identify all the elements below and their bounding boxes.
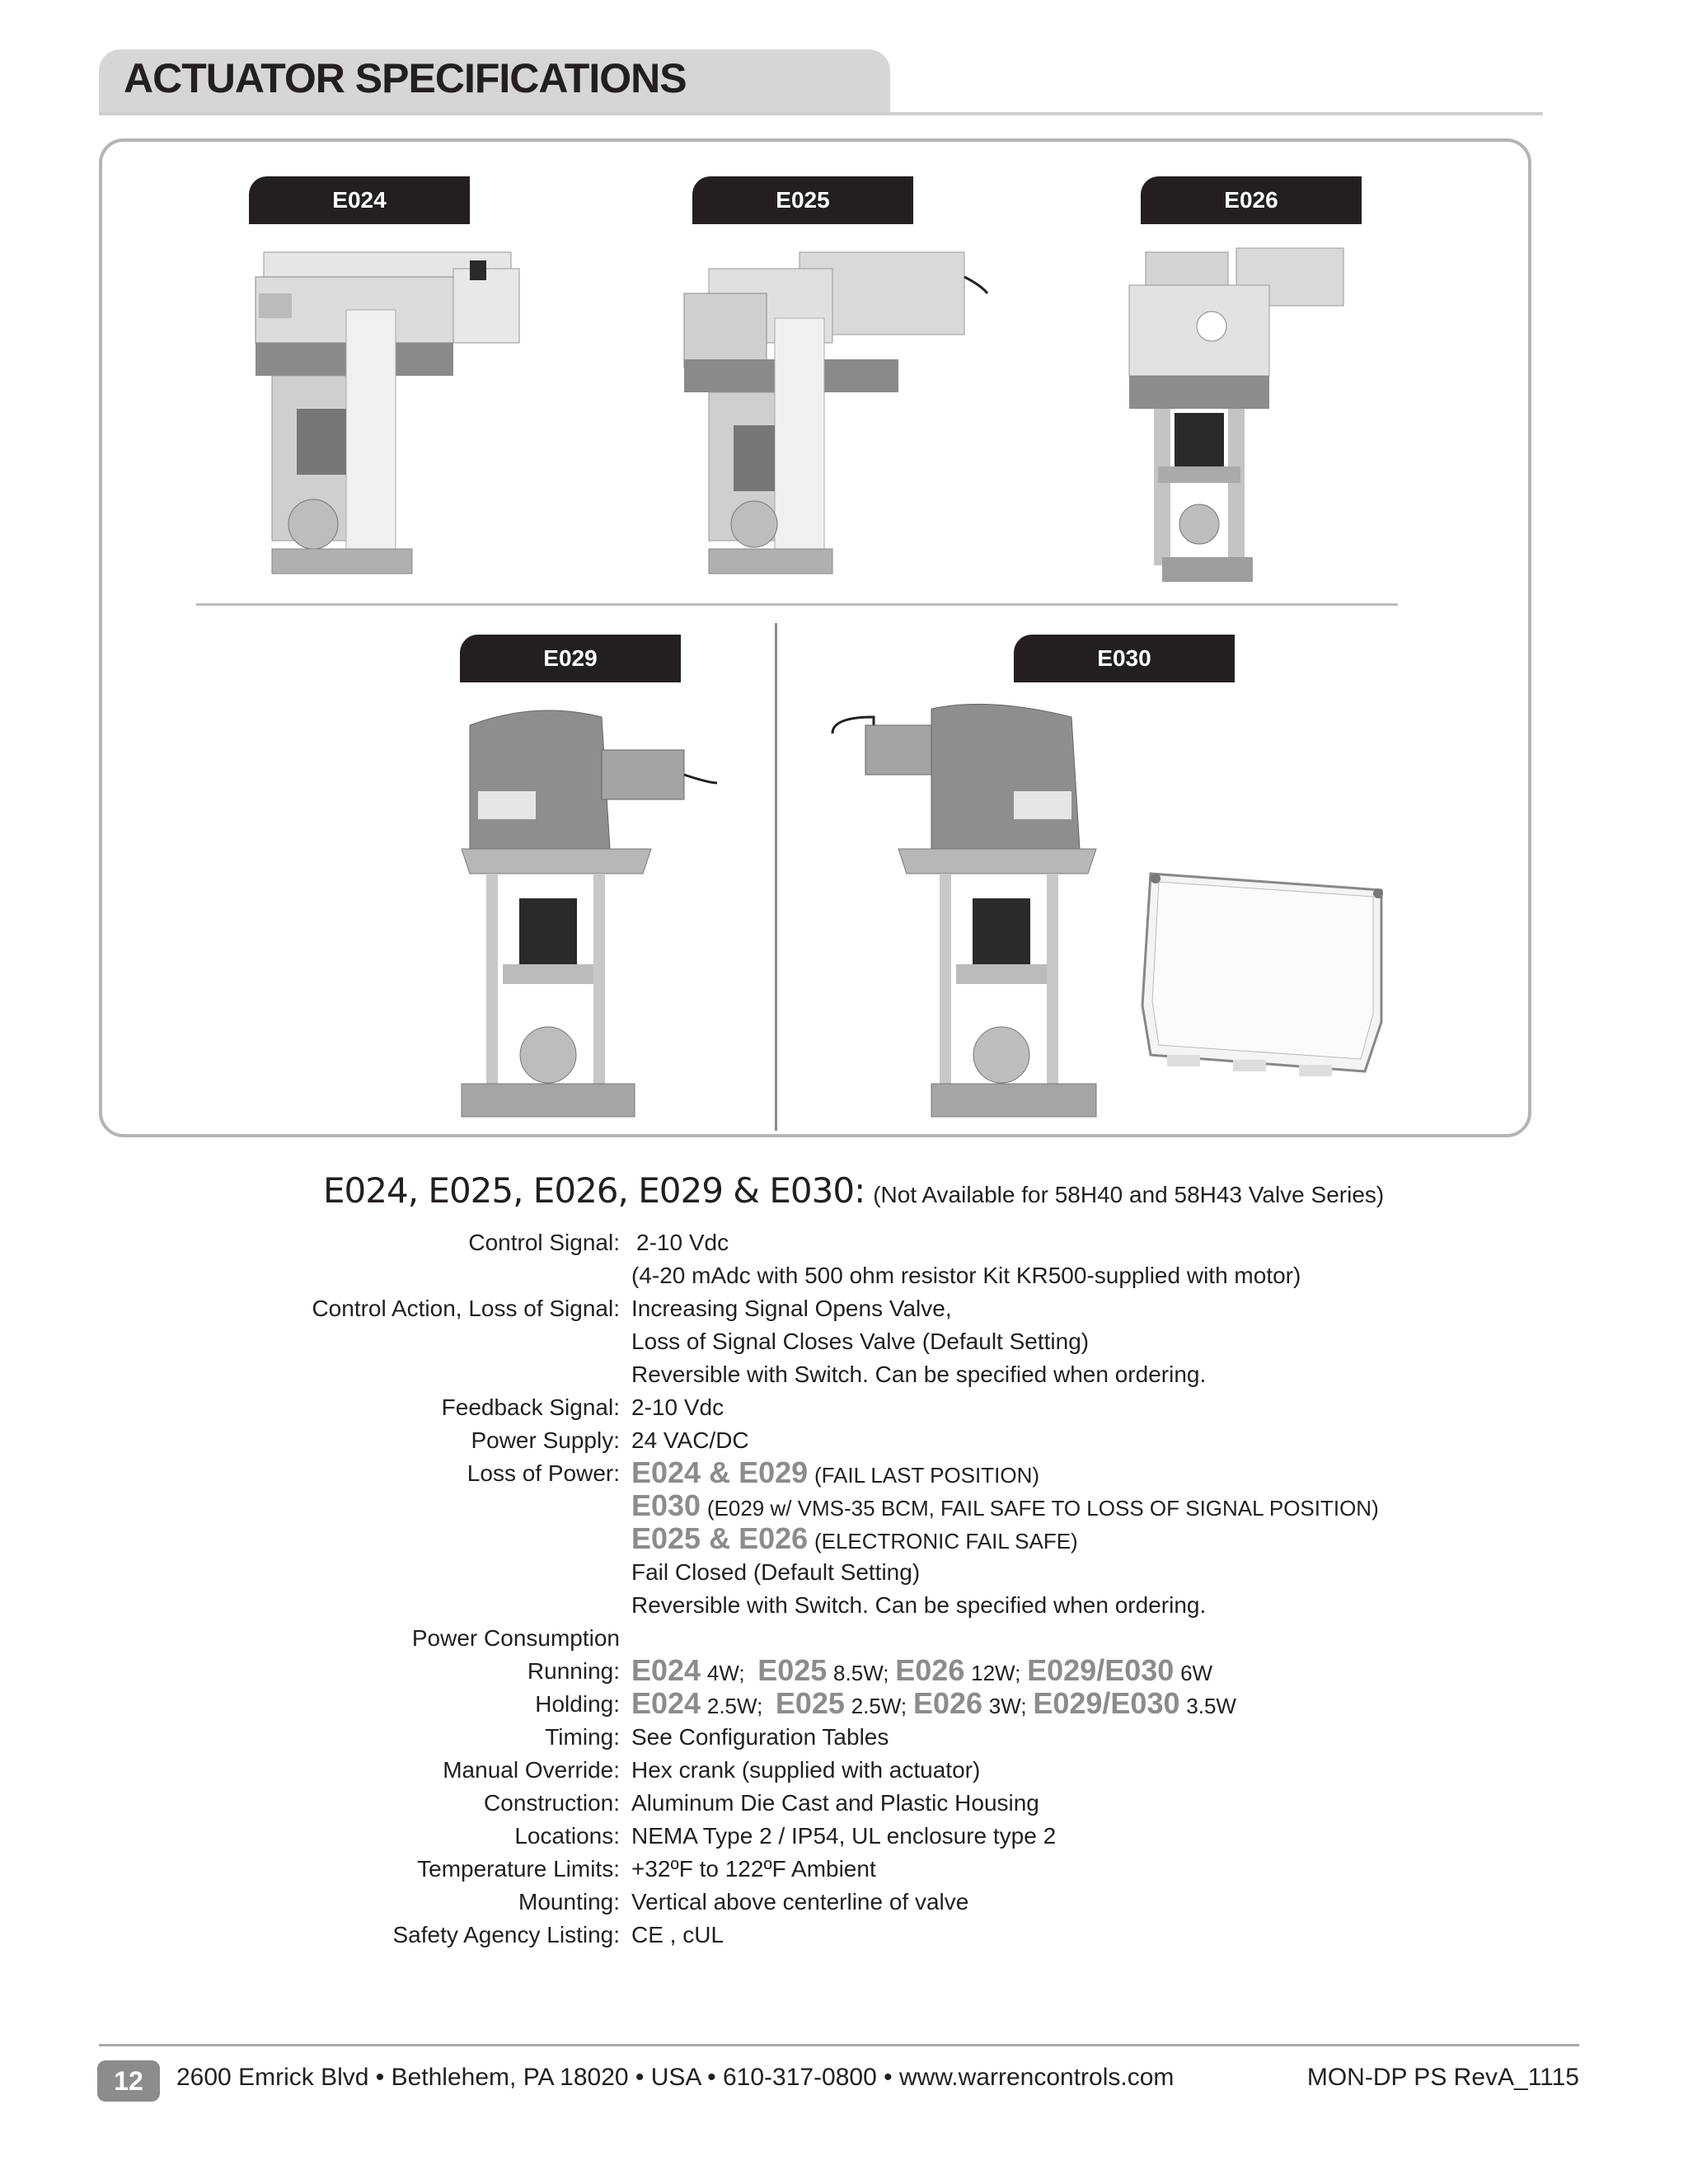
spec-label-loss-of-power: Loss of Power: bbox=[467, 1460, 620, 1486]
spec-val-holding bbox=[631, 1686, 1236, 1721]
actuator-e025-photo bbox=[676, 244, 989, 582]
loss-power-1-models: E024 & E029 bbox=[631, 1455, 809, 1489]
running-value: 4W; bbox=[706, 1661, 745, 1685]
footer-address: 2600 Emrick Blvd • Bethlehem, PA 18020 • USA • 610-317-0800 • www.warrencontrols.com bbox=[176, 2064, 1175, 2091]
spec-val-control-signal-2: (4-20 mAdc with 500 ohm resistor Kit KR500-supplied with motor) bbox=[631, 1263, 1301, 1288]
loss-power-3-models: E025 & E026 bbox=[631, 1521, 809, 1555]
loss-power-2-models: E030 bbox=[631, 1488, 701, 1522]
header-rule bbox=[99, 112, 1543, 115]
model-tag-e025: E025 bbox=[692, 176, 913, 224]
spec-label-timing: Timing: bbox=[545, 1724, 620, 1750]
spec-label-manual-override: Manual Override: bbox=[443, 1757, 620, 1783]
control-box-photo bbox=[1134, 857, 1406, 1096]
spec-label-power-consumption: Power Consumption bbox=[411, 1625, 620, 1651]
model-tag-e026: E026 bbox=[1141, 176, 1362, 224]
spec-heading-models: E024, E025, E026, E029 & E030: bbox=[323, 1170, 865, 1211]
spec-val-loss-power-1 bbox=[631, 1455, 1039, 1490]
spec-label-temperature: Temperature Limits: bbox=[417, 1856, 620, 1882]
holding-value: 2.5W; bbox=[706, 1694, 763, 1718]
spec-label-mounting: Mounting: bbox=[518, 1889, 620, 1915]
spec-val-timing: See Configuration Tables bbox=[631, 1724, 889, 1750]
spec-val-control-signal-1: 2-10 Vdc bbox=[636, 1230, 729, 1255]
spec-label-safety: Safety Agency Listing: bbox=[392, 1922, 620, 1947]
spec-val-loss-power-2 bbox=[631, 1488, 1379, 1523]
running-model: E025 bbox=[757, 1653, 828, 1687]
panel-divider-vertical bbox=[775, 623, 777, 1131]
footer-rule bbox=[99, 2044, 1579, 2046]
holding-model: E024 bbox=[631, 1686, 701, 1720]
holding-model: E026 bbox=[912, 1686, 983, 1720]
spec-val-manual-override: Hex crank (supplied with actuator) bbox=[631, 1757, 981, 1783]
model-tag-e029: E029 bbox=[460, 635, 681, 682]
holding-model: E025 bbox=[775, 1686, 845, 1720]
spec-val-mounting: Vertical above centerline of valve bbox=[631, 1889, 969, 1915]
spec-val-running bbox=[631, 1653, 1212, 1688]
spec-heading-note: (Not Available for 58H40 and 58H43 Valve Series) bbox=[873, 1182, 1385, 1207]
spec-val-construction: Aluminum Die Cast and Plastic Housing bbox=[631, 1790, 1039, 1816]
panel-divider-horizontal bbox=[196, 603, 1398, 606]
spec-val-loss-power-3 bbox=[631, 1521, 1078, 1556]
loss-power-3-text: (ELECTRONIC FAIL SAFE) bbox=[814, 1529, 1078, 1554]
actuator-e024-photo bbox=[247, 244, 528, 582]
holding-model: E029/E030 bbox=[1033, 1686, 1180, 1720]
holding-value: 3.5W bbox=[1186, 1694, 1236, 1718]
spec-label-control-action: Control Action, Loss of Signal: bbox=[312, 1296, 620, 1321]
loss-power-1-text: (FAIL LAST POSITION) bbox=[814, 1463, 1040, 1488]
spec-val-locations: NEMA Type 2 / IP54, UL enclosure type 2 bbox=[631, 1823, 1057, 1849]
spec-val-loss-power-4: Fail Closed (Default Setting) bbox=[631, 1559, 921, 1585]
actuator-e030-photo bbox=[824, 701, 1121, 1121]
spec-val-safety: CE , cUL bbox=[631, 1922, 724, 1947]
spec-val-feedback: 2-10 Vdc bbox=[631, 1394, 724, 1420]
holding-value: 3W; bbox=[988, 1694, 1027, 1718]
running-value: 6W bbox=[1180, 1661, 1213, 1685]
running-model: E024 bbox=[631, 1653, 701, 1687]
spec-val-temperature: +32ºF to 122ºF Ambient bbox=[631, 1856, 876, 1882]
page-title: ACTUATOR SPECIFICATIONS bbox=[124, 55, 687, 101]
running-model: E029/E030 bbox=[1027, 1653, 1175, 1687]
footer-revision: MON-DP PS RevA_1115 bbox=[1306, 2064, 1579, 2091]
spec-label-construction: Construction: bbox=[484, 1790, 620, 1816]
spec-val-control-action-1: Increasing Signal Opens Valve, bbox=[631, 1296, 952, 1321]
holding-value: 2.5W; bbox=[851, 1694, 907, 1718]
spec-label-feedback: Feedback Signal: bbox=[441, 1394, 620, 1420]
loss-power-2-text: (E029 w/ VMS-35 BCM, FAIL SAFE TO LOSS OF SIGNAL POSITION) bbox=[706, 1496, 1379, 1521]
actuator-e026-photo bbox=[1113, 244, 1360, 590]
spec-label-locations: Locations: bbox=[514, 1823, 620, 1849]
spec-label-running: Running: bbox=[527, 1658, 620, 1684]
spec-val-control-action-3: Reversible with Switch. Can be specified when ordering. bbox=[631, 1361, 1207, 1387]
spec-heading bbox=[323, 1170, 1384, 1211]
model-tag-e024: E024 bbox=[249, 176, 470, 224]
spec-label-control-signal: Control Signal: bbox=[468, 1230, 620, 1255]
page-number: 12 bbox=[97, 2060, 160, 2102]
spec-val-loss-power-5: Reversible with Switch. Can be specified when ordering. bbox=[631, 1592, 1207, 1618]
running-model: E026 bbox=[895, 1653, 965, 1687]
model-tag-e030: E030 bbox=[1014, 635, 1235, 682]
spec-label-holding: Holding: bbox=[535, 1691, 620, 1717]
actuator-e029-photo bbox=[453, 701, 734, 1121]
spec-label-power-supply: Power Supply: bbox=[471, 1427, 620, 1453]
spec-val-power-supply: 24 VAC/DC bbox=[631, 1427, 749, 1453]
spec-val-control-action-2: Loss of Signal Closes Valve (Default Setting) bbox=[631, 1329, 1090, 1354]
running-value: 8.5W; bbox=[833, 1661, 889, 1685]
running-value: 12W; bbox=[971, 1661, 1021, 1685]
